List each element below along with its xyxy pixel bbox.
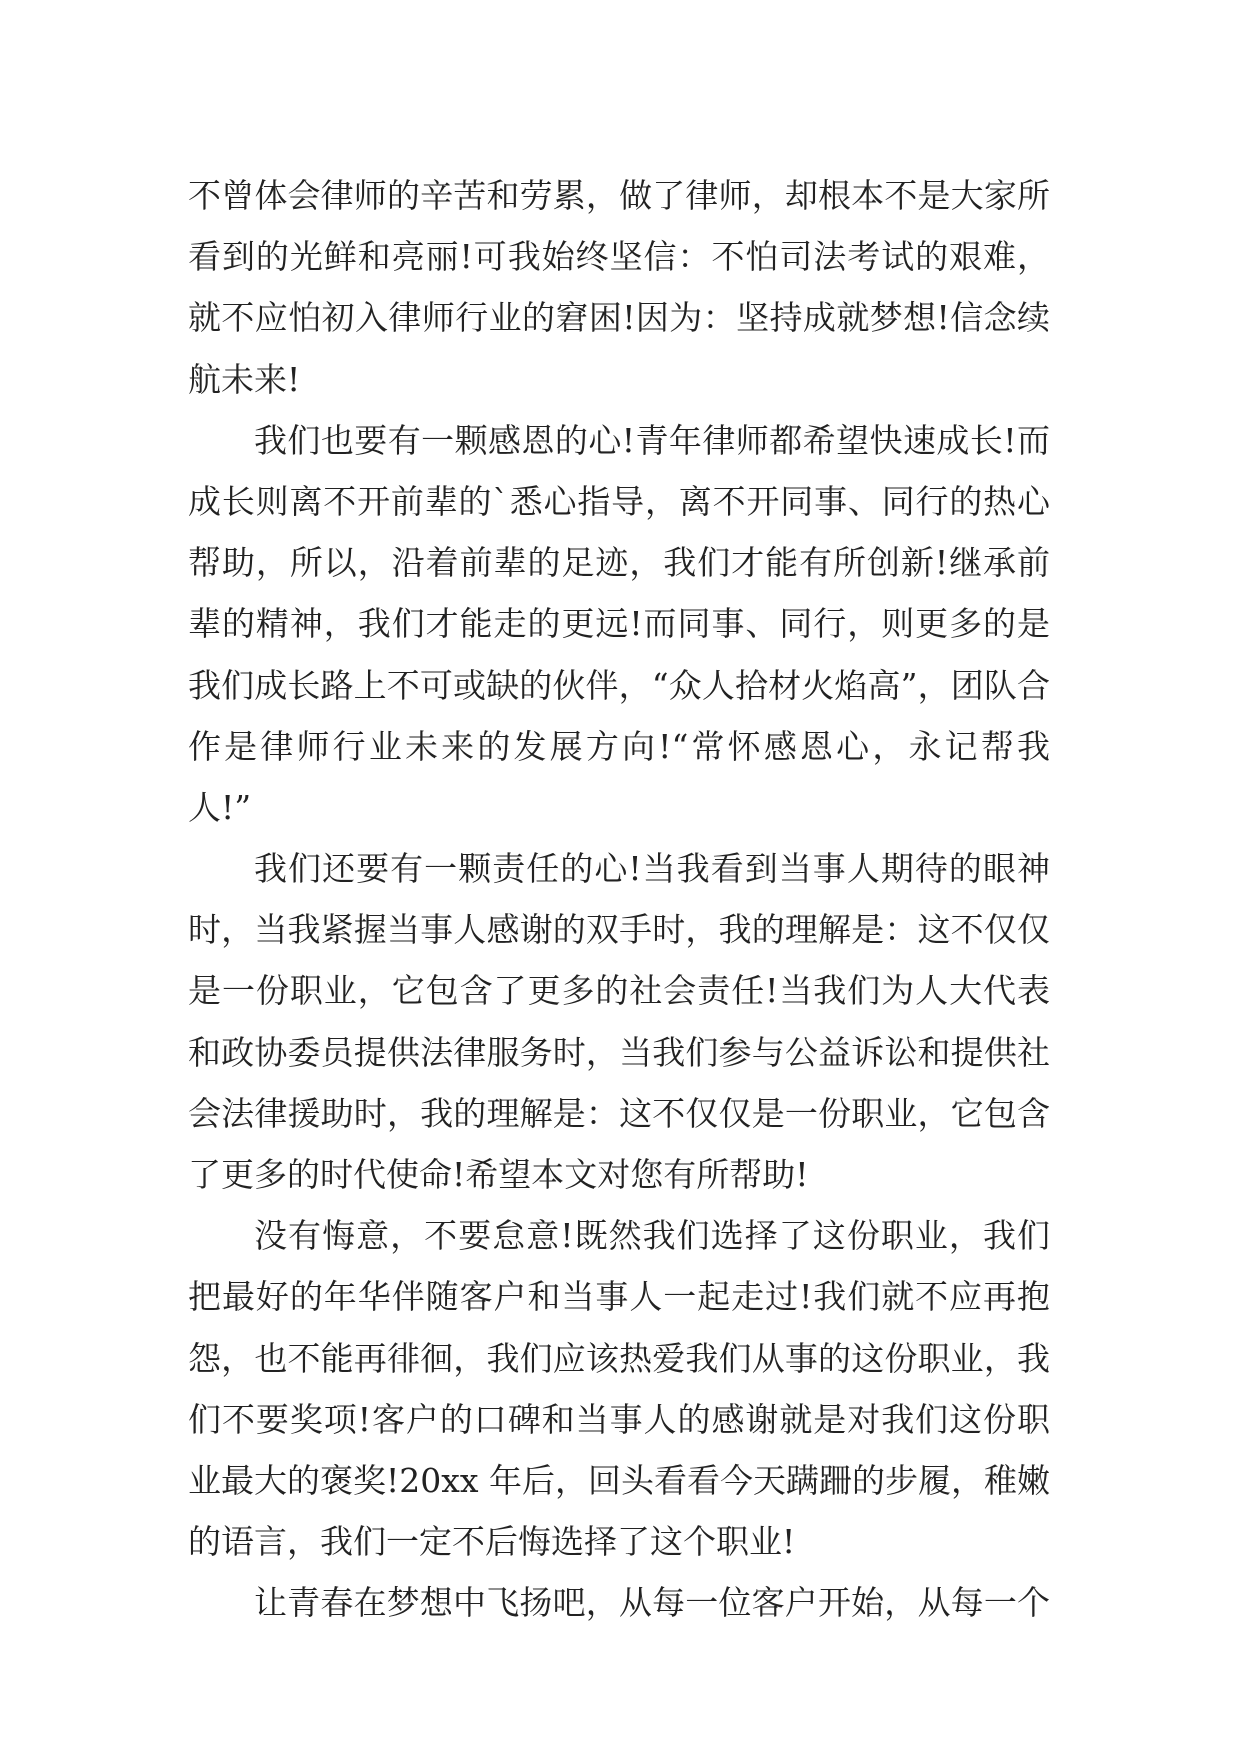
paragraph-line: 是一份职业，它包含了更多的社会责任!当我们为人大代表 [188, 971, 1050, 1011]
paragraph-1 [188, 165, 1050, 410]
paragraph-line: 不曾体会律师的辛苦和劳累，做了律师，却根本不是大家所 [188, 176, 1050, 215]
paragraph-line: 看到的光鲜和亮丽!可我始终坚信：不怕司法考试的艰难， [188, 237, 1050, 277]
paragraph-line: 怨，也不能再徘徊，我们应该热爱我们从事的这份职业，我 [188, 1338, 1050, 1378]
paragraph-line: 会法律援助时，我的理解是：这不仅仅是一份职业，它包含 [188, 1093, 1050, 1133]
paragraph-line: 业最大的褒奖!20xx 年后，回头看看今天蹒跚的步履，稚嫩 [188, 1460, 1050, 1500]
paragraph-line: 了更多的时代使命!希望本文对您有所帮助! [188, 1155, 809, 1194]
paragraph-line: 把最好的年华伴随客户和当事人一起走过!我们就不应再抱 [188, 1277, 1050, 1317]
paragraph-line: 辈的精神，我们才能走的更远!而同事、同行，则更多的是 [188, 604, 1050, 644]
paragraph-line: 让青春在梦想中飞扬吧，从每一位客户开始，从每一个 [254, 1583, 1050, 1623]
paragraph-line: 的语言，我们一定不后悔选择了这个职业! [188, 1522, 796, 1562]
paragraph-4 [188, 1205, 1050, 1572]
paragraph-line: 我们还要有一颗责任的心!当我看到当事人期待的眼神 [254, 849, 1050, 889]
paragraph-3 [188, 838, 1050, 1205]
paragraph-line: 我们也要有一颗感恩的心!青年律师都希望快速成长!而 [254, 420, 1050, 460]
paragraph-line: 航未来! [188, 359, 301, 399]
document-body [188, 165, 1050, 1634]
paragraph-line: 们不要奖项!客户的口碑和当事人的感谢就是对我们这份职 [188, 1399, 1050, 1439]
paragraph-line: 我们成长路上不可或缺的伙伴，“众人拾材火焰高”，团队合 [188, 665, 1050, 705]
paragraph-line: 时，当我紧握当事人感谢的双手时，我的理解是：这不仅仅 [188, 910, 1050, 950]
paragraph-2 [188, 410, 1050, 838]
paragraph-line: 成长则离不开前辈的`悉心指导，离不开同事、同行的热心 [188, 481, 1050, 521]
paragraph-5 [188, 1572, 1050, 1633]
paragraph-line: 没有悔意，不要怠意!既然我们选择了这份职业，我们 [254, 1216, 1050, 1256]
paragraph-line: 人!” [188, 787, 252, 827]
paragraph-line: 就不应怕初入律师行业的窘困!因为：坚持成就梦想!信念续 [188, 298, 1050, 338]
paragraph-line: 和政协委员提供法律服务时，当我们参与公益诉讼和提供社 [188, 1032, 1050, 1072]
paragraph-line: 作是律师行业未来的发展方向!“常怀感恩心，永记帮我 [188, 726, 1050, 766]
paragraph-line: 帮助，所以，沿着前辈的足迹，我们才能有所创新!继承前 [188, 543, 1050, 583]
